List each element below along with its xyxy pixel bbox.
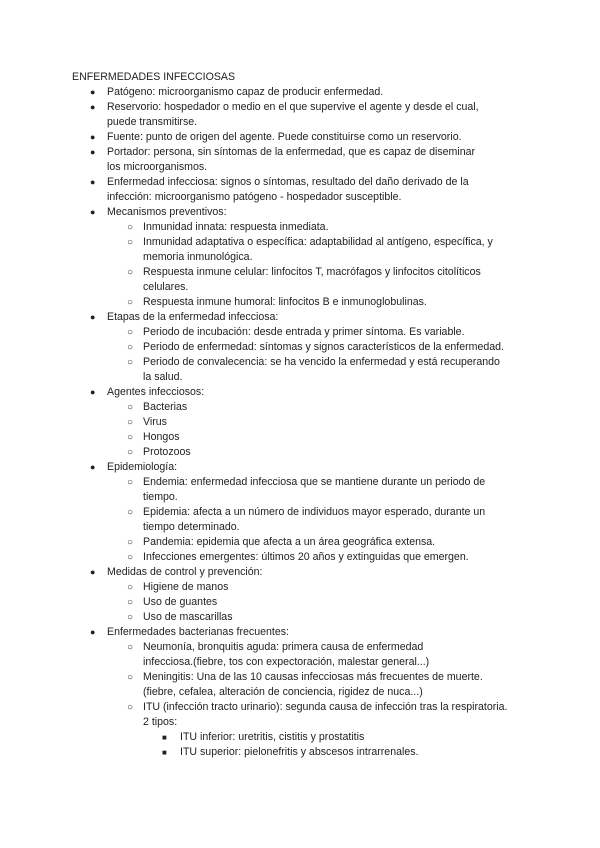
hollow-circle-bullet-icon: ○ <box>127 642 134 653</box>
list-item <box>72 265 540 295</box>
hollow-circle-bullet-icon: ○ <box>127 702 134 713</box>
list-item <box>72 430 540 445</box>
hollow-circle-bullet-icon: ○ <box>127 342 134 353</box>
list-item-line: la salud. <box>143 371 183 383</box>
list-item-line: Epidemiología: <box>107 461 178 473</box>
filled-circle-bullet-icon: ● <box>90 387 96 397</box>
list-item-line: Enfermedad infecciosa: signos o síntomas, resultado del daño derivado de la <box>107 176 469 188</box>
list-item-line: Virus <box>143 416 167 428</box>
hollow-circle-bullet-icon: ○ <box>127 222 134 233</box>
hollow-circle-bullet-icon: ○ <box>127 477 134 488</box>
list-item-line: memoria inmunológica. <box>143 251 253 263</box>
list-item <box>72 85 540 100</box>
filled-circle-bullet-icon: ● <box>90 132 96 142</box>
hollow-circle-bullet-icon: ○ <box>127 357 134 368</box>
list-item-line: tiempo. <box>143 491 178 503</box>
list-item-line: Reservorio: hospedador o medio en el que supervive el agente y desde el cual, <box>107 101 479 113</box>
hollow-circle-bullet-icon: ○ <box>127 552 134 563</box>
hollow-circle-bullet-icon: ○ <box>127 597 134 608</box>
hollow-circle-bullet-icon: ○ <box>127 267 134 278</box>
list-item-line: Mecanismos preventivos: <box>107 206 227 218</box>
list-item-line: Uso de guantes <box>143 596 218 608</box>
list-item-line: tiempo determinado. <box>143 521 240 533</box>
list-item <box>72 505 540 535</box>
list-item-line: infección: microorganismo patógeno - hospedador susceptible. <box>107 191 402 203</box>
list-item <box>72 625 540 640</box>
hollow-circle-bullet-icon: ○ <box>127 507 134 518</box>
list-item-line: Agentes infecciosos: <box>107 386 205 398</box>
list-item-line: Hongos <box>143 431 180 443</box>
list-item <box>72 130 540 145</box>
list-item-line: (fiebre, cefalea, alteración de conciencia, rigidez de nuca...) <box>143 686 423 698</box>
hollow-circle-bullet-icon: ○ <box>127 417 134 428</box>
list-item <box>72 220 540 235</box>
list-item-line: ITU (infección tracto urinario): segunda causa de infección tras la respiratoria. <box>143 701 508 713</box>
list-item-line: Meningitis: Una de las 10 causas infecciosas más frecuentes de muerte. <box>143 671 483 683</box>
list-item <box>72 145 540 175</box>
list-item <box>72 445 540 460</box>
list-item-line: los microorganismos. <box>107 161 208 173</box>
hollow-circle-bullet-icon: ○ <box>127 327 134 338</box>
list-item-line: Patógeno: microorganismo capaz de producir enfermedad. <box>107 86 384 98</box>
list-item <box>72 205 540 220</box>
list-item-line: Inmunidad innata: respuesta inmediata. <box>143 221 329 233</box>
hollow-circle-bullet-icon: ○ <box>127 402 134 413</box>
filled-circle-bullet-icon: ● <box>90 627 96 637</box>
list-item <box>72 325 540 340</box>
hollow-circle-bullet-icon: ○ <box>127 612 134 623</box>
list-item <box>72 700 540 730</box>
hollow-circle-bullet-icon: ○ <box>127 582 134 593</box>
hollow-circle-bullet-icon: ○ <box>127 537 134 548</box>
list-item-line: ITU superior: pielonefritis y abscesos intrarrenales. <box>180 746 419 758</box>
list-item-line: Endemia: enfermedad infecciosa que se mantiene durante un periodo de <box>143 476 486 488</box>
list-item-line: Pandemia: epidemia que afecta a un área geográfica extensa. <box>143 536 436 548</box>
document-title: ENFERMEDADES INFECCIOSAS <box>72 71 236 83</box>
filled-circle-bullet-icon: ● <box>90 207 96 217</box>
list-item <box>72 400 540 415</box>
list-item <box>72 355 540 385</box>
list-item-line: Respuesta inmune humoral: linfocitos B e inmunoglobulinas. <box>143 296 427 308</box>
list-item-line: celulares. <box>143 281 189 293</box>
list-item <box>72 730 540 745</box>
list-item-line: Epidemia: afecta a un número de individuos mayor esperado, durante un <box>143 506 486 518</box>
list-item-line: puede transmitirse. <box>107 116 198 128</box>
filled-circle-bullet-icon: ● <box>90 147 96 157</box>
hollow-circle-bullet-icon: ○ <box>127 237 134 248</box>
list-item <box>72 535 540 550</box>
list-item-line: Bacterias <box>143 401 188 413</box>
outline-list <box>72 85 540 760</box>
list-item-line: Fuente: punto de origen del agente. Puede constituirse como un reservorio. <box>107 131 462 143</box>
list-item-line: Respuesta inmune celular: linfocitos T, macrófagos y linfocitos citolíticos <box>143 266 481 278</box>
list-item-line: ITU inferior: uretritis, cistitis y prostatitis <box>180 731 365 743</box>
list-item-line: Uso de mascarillas <box>143 611 233 623</box>
list-item-line: 2 tipos: <box>143 716 178 728</box>
list-item <box>72 415 540 430</box>
filled-circle-bullet-icon: ● <box>90 462 96 472</box>
filled-circle-bullet-icon: ● <box>90 102 96 112</box>
list-item <box>72 100 540 130</box>
list-item <box>72 610 540 625</box>
list-item <box>72 670 540 700</box>
list-item <box>72 175 540 205</box>
list-item <box>72 565 540 580</box>
list-item <box>72 745 540 760</box>
list-item-line: Higiene de manos <box>143 581 229 593</box>
list-item-line: Inmunidad adaptativa o específica: adaptabilidad al antígeno, específica, y <box>143 236 493 248</box>
filled-circle-bullet-icon: ● <box>90 177 96 187</box>
list-item <box>72 235 540 265</box>
list-item-line: Neumonía, bronquitis aguda: primera causa de enfermedad <box>143 641 424 653</box>
list-item-line: Etapas de la enfermedad infecciosa: <box>107 311 279 323</box>
hollow-circle-bullet-icon: ○ <box>127 672 134 683</box>
list-item <box>72 310 540 325</box>
list-item <box>72 340 540 355</box>
list-item-line: Protozoos <box>143 446 191 458</box>
list-item-line: Periodo de convalecencia: se ha vencido la enfermedad y está recuperando <box>143 356 500 368</box>
list-item <box>72 640 540 670</box>
list-item-line: Periodo de enfermedad: síntomas y signos característicos de la enfermedad. <box>143 341 504 353</box>
filled-circle-bullet-icon: ● <box>90 312 96 322</box>
list-item-line: Enfermedades bacterianas frecuentes: <box>107 626 289 638</box>
list-item <box>72 385 540 400</box>
list-item <box>72 550 540 565</box>
filled-circle-bullet-icon: ● <box>90 567 96 577</box>
list-item <box>72 580 540 595</box>
list-item-line: Infecciones emergentes: últimos 20 años y extinguidas que emergen. <box>143 551 469 563</box>
list-item <box>72 460 540 475</box>
list-item-line: Portador: persona, sin síntomas de la enfermedad, que es capaz de diseminar <box>107 146 476 158</box>
filled-circle-bullet-icon: ● <box>90 87 96 97</box>
list-item <box>72 295 540 310</box>
list-item-line: Medidas de control y prevención: <box>107 566 263 578</box>
square-bullet-icon: ■ <box>162 733 167 742</box>
list-item-line: Periodo de incubación: desde entrada y primer síntoma. Es variable. <box>143 326 465 338</box>
square-bullet-icon: ■ <box>162 748 167 757</box>
list-item <box>72 595 540 610</box>
hollow-circle-bullet-icon: ○ <box>127 447 134 458</box>
hollow-circle-bullet-icon: ○ <box>127 297 134 308</box>
list-item-line: infecciosa.(fiebre, tos con expectoración, malestar general...) <box>143 656 430 668</box>
hollow-circle-bullet-icon: ○ <box>127 432 134 443</box>
list-item <box>72 475 540 505</box>
